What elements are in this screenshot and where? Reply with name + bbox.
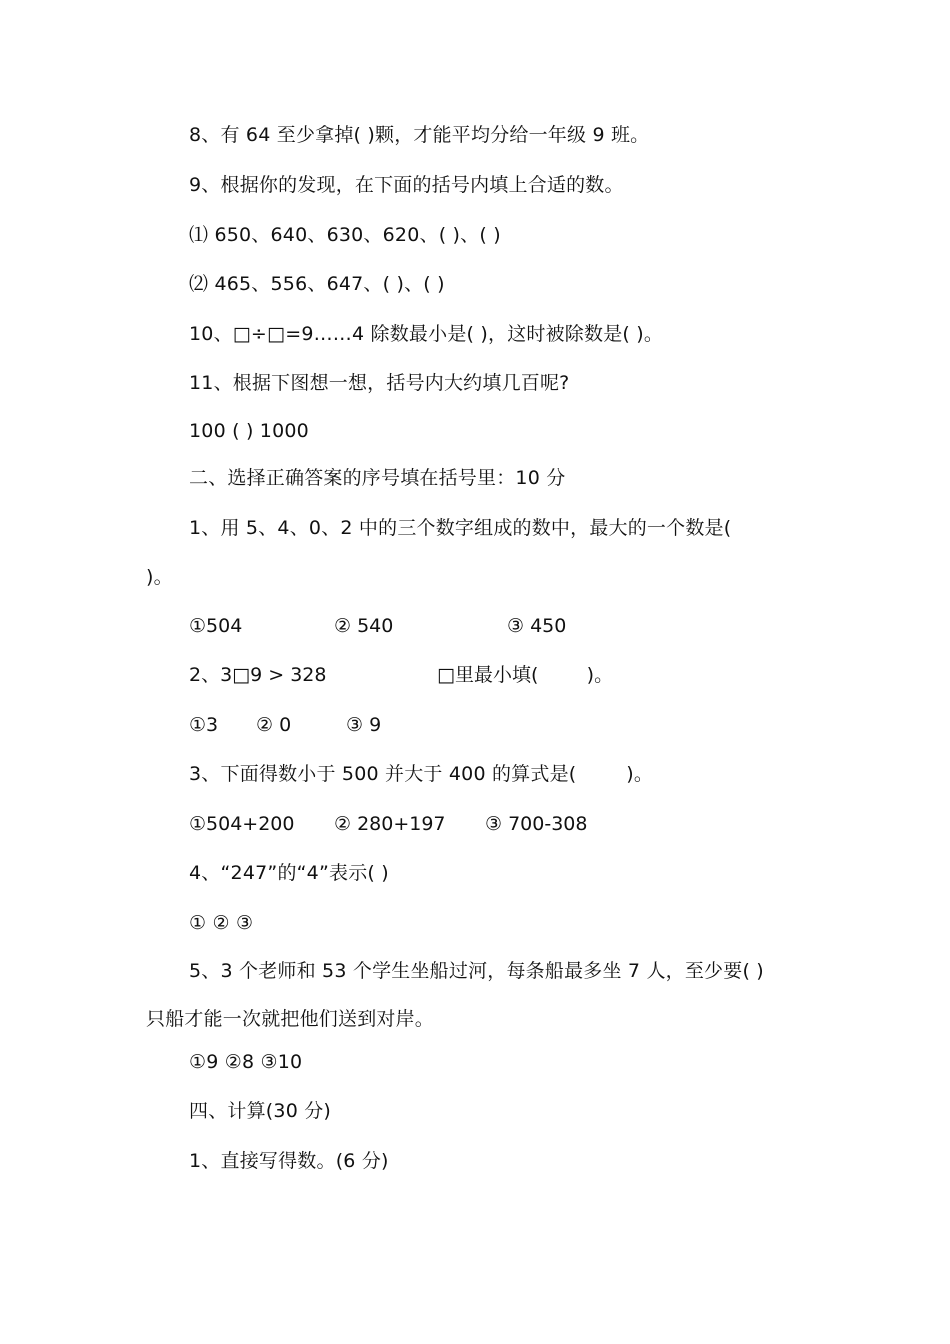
question-9: 9、根据你的发现，在下面的括号内填上合适的数。 [189, 174, 624, 196]
choice-3-option-a: ①504+200 [189, 813, 295, 835]
choice-2-option-c: ③ 9 [346, 714, 382, 736]
calculation-question-1: 1、直接写得数。(6 分) [189, 1150, 389, 1172]
choice-1-option-b: ② 540 [334, 615, 394, 637]
question-9-part-2: ⑵ 465、556、647、( )、( ) [189, 273, 445, 295]
choice-2-option-a: ①3 [189, 714, 219, 736]
choice-question-2-blank: □里最小填( )。 [437, 664, 614, 686]
choice-5-options: ①9 ②8 ③10 [189, 1051, 303, 1073]
section-4-heading: 四、计算(30 分) [189, 1100, 332, 1122]
question-10: 10、□÷□=9……4 除数最小是( )，这时被除数是( )。 [189, 323, 664, 345]
choice-1-option-c: ③ 450 [507, 615, 567, 637]
choice-2-option-b: ② 0 [256, 714, 292, 736]
choice-question-5-continued: 只船才能一次就把他们送到对岸。 [146, 1008, 435, 1030]
choice-4-options: ① ② ③ [189, 912, 254, 934]
question-8: 8、有 64 至少拿掉( )颗，才能平均分给一年级 9 班。 [189, 124, 650, 146]
choice-question-1: 1、用 5、4、0、2 中的三个数字组成的数中，最大的一个数是( [189, 517, 732, 539]
question-11: 11、根据下图想一想，括号内大约填几百呢? [189, 372, 570, 394]
choice-3-option-b: ② 280+197 [334, 813, 446, 835]
choice-1-option-a: ①504 [189, 615, 243, 637]
section-2-heading: 二、选择正确答案的序号填在括号里：10 分 [189, 467, 566, 489]
choice-question-2: 2、3□9 > 328 [189, 664, 327, 686]
choice-question-1-continued: )。 [146, 566, 173, 588]
question-11-range: 100 ( ) 1000 [189, 420, 309, 442]
choice-question-5: 5、3 个老师和 53 个学生坐船过河，每条船最多坐 7 人，至少要( ) [189, 960, 764, 982]
choice-question-3: 3、下面得数小于 500 并大于 400 的算式是( )。 [189, 763, 654, 785]
choice-question-4: 4、“247”的“4”表示( ) [189, 862, 389, 884]
choice-3-option-c: ③ 700-308 [485, 813, 588, 835]
question-9-part-1: ⑴ 650、640、630、620、( )、( ) [189, 224, 501, 246]
